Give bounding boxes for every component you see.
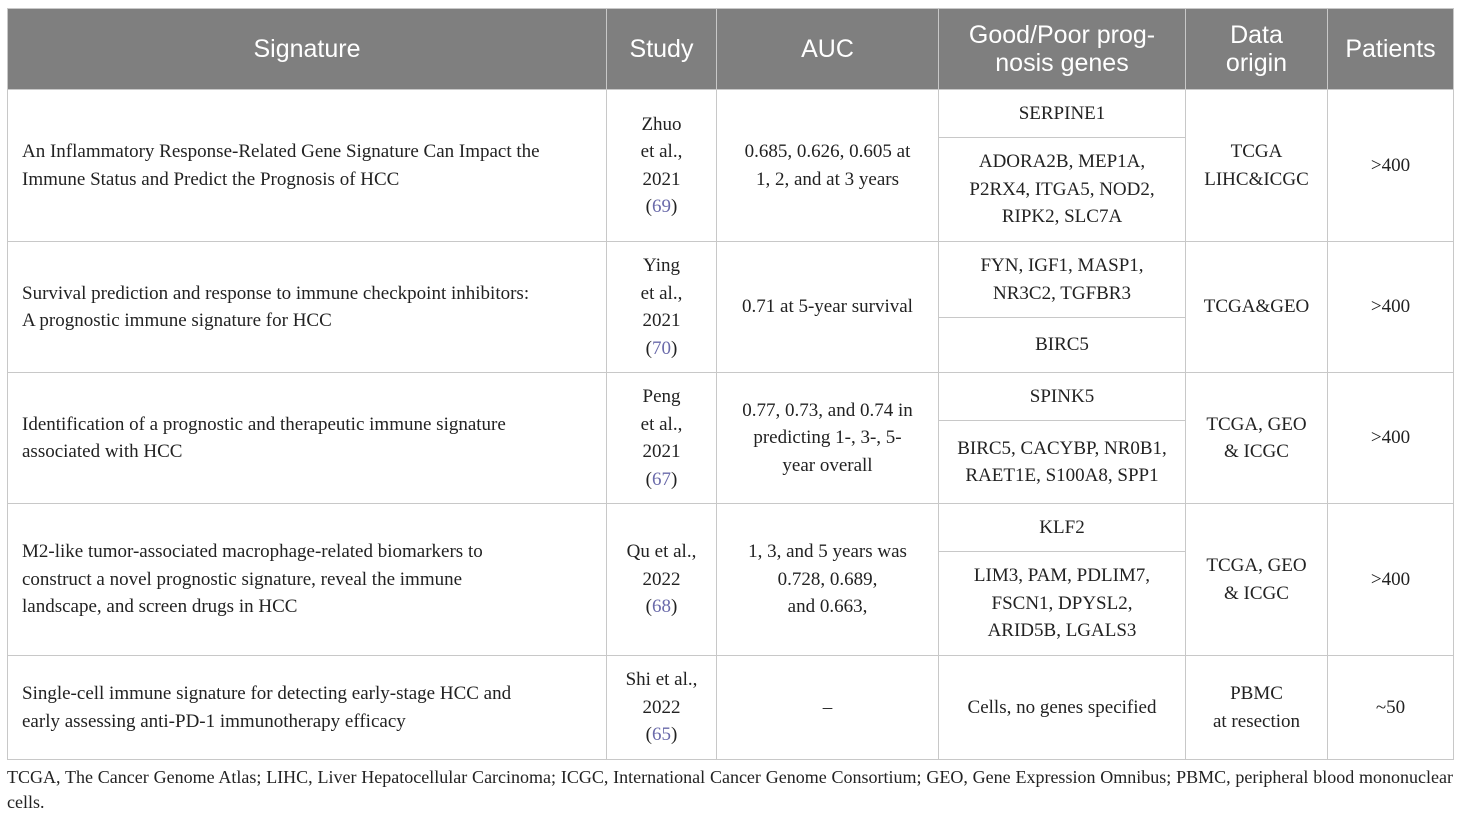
study-line: Shi et al., [625, 669, 698, 691]
auc-line: 0.728, 0.689, [777, 568, 878, 590]
good-genes-cell [939, 90, 1186, 138]
gene-line: LIM3, PAM, PDLIM7, [973, 565, 1151, 587]
study-cell [607, 373, 717, 504]
genes-cell [939, 656, 1186, 760]
origin-cell [1186, 373, 1328, 504]
gene-line: FSCN1, DPYSL2, [991, 592, 1133, 614]
header-genes [939, 9, 1186, 90]
header-auc: AUC [717, 9, 939, 90]
reference-link[interactable]: 67 [652, 468, 671, 490]
study-cell [607, 656, 717, 760]
study-line: Peng [642, 386, 681, 407]
auc-line: 1, 3, and 5 years was [748, 541, 907, 563]
origin-cell [1186, 242, 1328, 373]
good-genes-cell [939, 504, 1186, 552]
gene-line: SERPINE1 [1018, 102, 1106, 124]
reference-link[interactable]: 65 [652, 724, 671, 746]
patients-cell: >400 [1328, 90, 1454, 242]
study-line: 2022 [642, 696, 681, 718]
gene-line: NR3C2, TGFBR3 [993, 282, 1131, 304]
origin-line: PBMC [1230, 683, 1283, 704]
signature-cell [8, 656, 607, 760]
gene-line: BIRC5 [1035, 334, 1089, 356]
gene-line: SPINK5 [1029, 385, 1095, 407]
study-ref: (69) [645, 196, 678, 217]
good-genes-cell [939, 242, 1186, 318]
signature-line: A prognostic immune signature for HCC [22, 310, 332, 331]
origin-line: TCGA, GEO [1206, 555, 1307, 576]
auc-line: 1, 2, and at 3 years [756, 168, 899, 190]
origin-line: & ICGC [1224, 441, 1289, 462]
auc-line: 0.77, 0.73, and 0.74 in [742, 399, 913, 421]
header-origin-line1: Data [1230, 21, 1283, 49]
patients-cell: >400 [1328, 504, 1454, 656]
origin-cell [1186, 90, 1328, 242]
auc-cell [717, 242, 939, 373]
study-line: Qu et al., [626, 541, 697, 563]
study-cell [607, 242, 717, 373]
auc-cell [717, 373, 939, 504]
origin-line: TCGA&GEO [1203, 296, 1310, 318]
gene-line: P2RX4, ITGA5, NOD2, [969, 178, 1155, 200]
study-line: et al., [640, 282, 683, 304]
signature-line: construct a novel prognostic signature, reveal the immune [22, 568, 463, 590]
origin-cell [1186, 656, 1328, 760]
reference-link[interactable]: 68 [652, 596, 671, 618]
auc-line: 0.71 at 5-year survival [742, 296, 913, 318]
origin-cell [1186, 504, 1328, 656]
header-origin-line2: origin [1225, 49, 1288, 77]
study-ref: (68) [645, 596, 678, 618]
table-row [8, 90, 1454, 138]
auc-line: and 0.663, [787, 596, 868, 618]
good-genes-cell [939, 373, 1186, 421]
table-row [8, 242, 1454, 318]
header-patients: Patients [1328, 9, 1454, 90]
header-genes-line1: Good/Poor prog- [968, 21, 1156, 49]
auc-cell [717, 90, 939, 242]
signature-line: landscape, and screen drugs in HCC [22, 596, 298, 618]
study-line: 2021 [642, 310, 681, 331]
study-line: 2022 [642, 568, 681, 590]
study-line: 2021 [642, 168, 681, 190]
auc-line: – [822, 696, 833, 718]
table-row [8, 656, 1454, 760]
auc-cell [717, 504, 939, 656]
poor-genes-cell [939, 138, 1186, 242]
table-wrapper [7, 8, 1453, 760]
header-row [8, 9, 1454, 90]
header-genes-line2: nosis genes [995, 49, 1129, 77]
patients-cell: >400 [1328, 242, 1454, 373]
poor-genes-cell [939, 421, 1186, 504]
gene-line: KLF2 [1039, 516, 1085, 538]
signature-table [7, 8, 1454, 760]
study-line: 2021 [642, 441, 681, 462]
signature-line: associated with HCC [22, 441, 183, 462]
signature-cell [8, 373, 607, 504]
signature-cell [8, 90, 607, 242]
study-ref: (65) [645, 724, 678, 746]
signature-line: early assessing anti-PD-1 immunotherapy efficacy [22, 710, 406, 732]
auc-cell [717, 656, 939, 760]
study-ref: (67) [645, 468, 678, 490]
study-line: Zhuo [641, 113, 682, 135]
study-line: Ying [643, 255, 680, 276]
origin-line: at resection [1212, 710, 1301, 732]
study-cell [607, 504, 717, 656]
auc-line: 0.685, 0.626, 0.605 at [744, 141, 911, 162]
signature-line: An Inflammatory Response-Related Gene Signature Can Impact the [22, 141, 540, 162]
gene-line: FYN, IGF1, MASP1, [980, 255, 1144, 276]
gene-line: BIRC5, CACYBP, NR0B1, [957, 437, 1167, 459]
signature-line: Immune Status and Predict the Prognosis of HCC [22, 168, 400, 190]
gene-line: RIPK2, SLC7A [1001, 206, 1123, 228]
study-cell [607, 90, 717, 242]
study-line: et al., [640, 413, 683, 435]
table-row [8, 504, 1454, 552]
origin-line: TCGA [1230, 141, 1283, 162]
gene-line: Cells, no genes specified [967, 696, 1157, 718]
signature-line: Survival prediction and response to immune checkpoint inhibitors: [22, 282, 530, 304]
header-origin [1186, 9, 1328, 90]
signature-cell [8, 242, 607, 373]
poor-genes-cell [939, 318, 1186, 373]
table-footnote: TCGA, The Cancer Genome Atlas; LIHC, Liver Hepatocellular Carcinoma; ICGC, International Cancer Genome Consortium; GEO, Gene Expression Omnibus; PBMC, peripheral blood mononuclear cells. [7, 767, 1453, 812]
gene-line: ARID5B, LGALS3 [987, 620, 1137, 642]
header-signature: Signature [8, 9, 607, 90]
auc-line: predicting 1-, 3-, 5- [753, 427, 902, 449]
signature-line: M2-like tumor-associated macrophage-related biomarkers to [22, 541, 483, 563]
origin-line: LIHC&ICGC [1204, 168, 1309, 190]
study-ref: (70) [645, 337, 678, 359]
auc-line: year overall [782, 454, 873, 476]
gene-line: RAET1E, S100A8, SPP1 [965, 465, 1159, 486]
gene-line: ADORA2B, MEP1A, [978, 151, 1146, 173]
patients-cell: >400 [1328, 373, 1454, 504]
reference-link[interactable]: 69 [652, 196, 671, 217]
origin-line: & ICGC [1224, 582, 1289, 604]
patients-cell: ~50 [1328, 656, 1454, 760]
signature-cell [8, 504, 607, 656]
reference-link[interactable]: 70 [652, 337, 671, 359]
signature-line: Identification of a prognostic and therapeutic immune signature [22, 413, 506, 435]
poor-genes-cell [939, 552, 1186, 656]
origin-line: TCGA, GEO [1206, 413, 1307, 435]
signature-line: Single-cell immune signature for detecting early-stage HCC and [22, 683, 512, 704]
table-row [8, 373, 1454, 421]
header-study: Study [607, 9, 717, 90]
study-line: et al., [640, 141, 683, 162]
